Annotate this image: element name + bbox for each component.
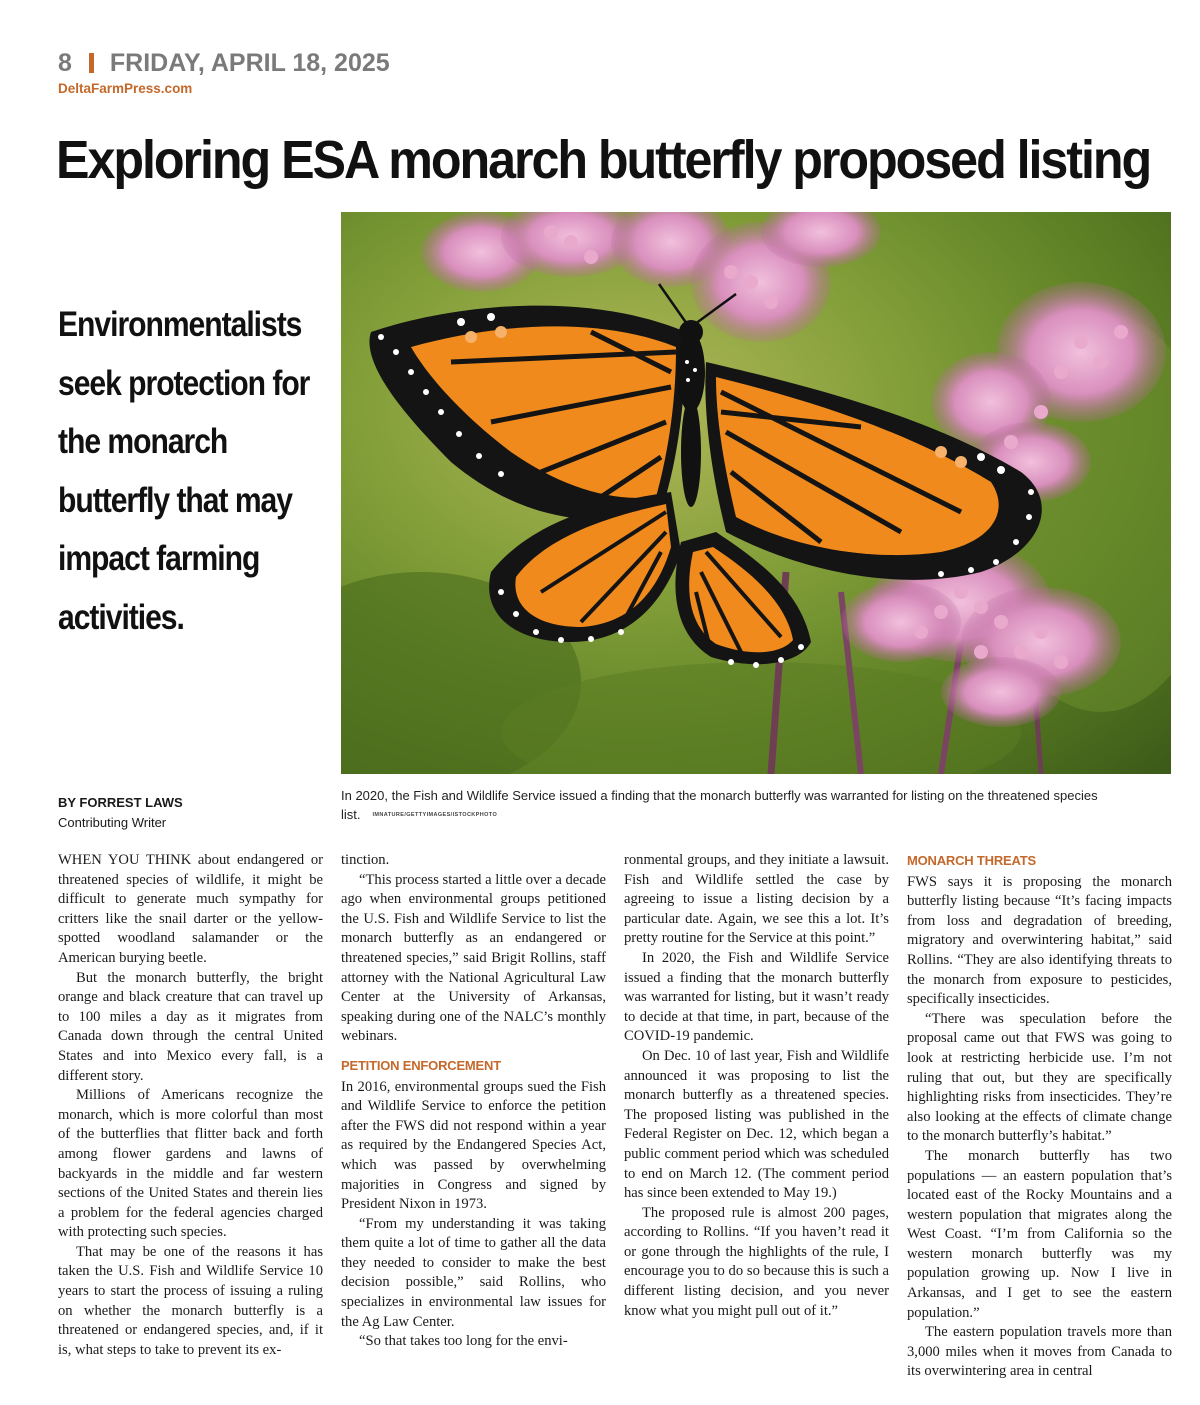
body-paragraph: But the monarch butterfly, the bright orange and black creature that can travel up to 100 miles a day as it migrates from Canada down through the central United States and into Mexico every fall, is a different story.: [58, 969, 323, 1084]
photo-caption: [341, 786, 1141, 825]
paragraph-text: about endangered or threatened species of wildlife, it might be difficult to generate much sympathy for critters like the snail darter or the yellow-spotted woodland salamander or the American burying beetle.: [58, 852, 323, 966]
subhead-monarch-threats: MONARCH THREATS: [907, 853, 1036, 868]
article-column-4: [907, 851, 1172, 1382]
subhead-petition-enforcement: PETITION ENFORCEMENT: [341, 1057, 501, 1073]
lead-in: WHEN YOU THINK: [58, 852, 192, 868]
monarch-butterfly-photo: [341, 212, 1171, 774]
article-column-1: [58, 851, 323, 1360]
body-paragraph: That may be one of the reasons it has taken the U.S. Fish and Wildlife Service 10 years to start the process of issuing a ruling on whether the monarch butterfly is a threatened or endangered species, and, if it is, what steps to take to prevent its ex-: [58, 1243, 323, 1358]
body-paragraph: “This process started a little over a decade ago when environmental groups petitioned the U.S. Fish and Wildlife Service to list the monarch butterfly as an endangered or threatened species,” said Brigit Rollins, staff attorney with the National Agricultural Law Center at the University of Arkansas, speaking during one of the NALC’s monthly webinars.: [341, 871, 606, 1045]
body-paragraph: “From my understanding it was taking them quite a lot of time to gather all the data they needed to consider to make the best decision possible,” said Rollins, who specializes in environmental law issues for the Ag Law Center.: [341, 1215, 606, 1330]
byline: [58, 793, 183, 833]
body-paragraph: The eastern population travels more than 3,000 miles when it moves from Canada to its overwintering area in central: [907, 1324, 1172, 1380]
body-paragraph: ronmental groups, and they initiate a lawsuit. Fish and Wildlife settled the case by agreeing to issue a listing decision by a particular date. Again, we see this a lot. It’s pretty routine for the Service at this point.”: [624, 852, 889, 947]
body-paragraph: FWS says it is proposing the monarch butterfly listing because “It’s facing impacts from loss and degradation of breeding, migratory and overwintering habitat,” said Rollins. “They are also identifying threats to the monarch from exposure to pesticides, specifically insecticides.: [907, 873, 1172, 1008]
folio-divider: [89, 53, 94, 73]
author-role: Contributing Writer: [58, 815, 167, 830]
body-paragraph: tinction.: [341, 852, 390, 868]
body-paragraph: On Dec. 10 of last year, Fish and Wildlife announced it was proposing to list the monarch butterfly as a threatened species. The proposed listing was published in the Federal Register on Dec. 12, which began a public comment period which was scheduled to end on March 12. (The comment period has since been extended to May 19.): [624, 1047, 889, 1202]
issue-date: FRIDAY, APRIL 18, 2025: [109, 48, 390, 77]
caption-text: In 2020, the Fish and Wildlife Service issued a finding that the monarch butterfly was warranted for listing on the threatened species list.: [341, 788, 1098, 822]
body-paragraph: The monarch butterfly has two populations — an eastern population that’s located east of the Rocky Mountains and a western population that migrates along the West Coast. “I’m from California so the western monarch butterfly was my population growing up. Now I live in Arkansas, and I get to see the eastern population.”: [907, 1147, 1172, 1321]
body-paragraph: In 2020, the Fish and Wildlife Service issued a finding that the monarch butterfly was warranted for listing, but it wasn’t ready to decide at that time, in part, because of the COVID-19 pandemic.: [624, 949, 889, 1045]
photo-credit: IMNATURE/GETTYIMAGES/ISTOCKPHOTO: [372, 812, 498, 819]
author-name: BY FORREST LAWS: [58, 795, 183, 810]
site-url[interactable]: DeltaFarmPress.com: [58, 81, 193, 96]
article-column-2: [341, 851, 606, 1352]
article-column-3: [624, 851, 889, 1321]
body-paragraph: “There was speculation before the proposal came out that FWS was going to look at restricting herbicide use. I’m not ruling that out, but they are specifically highlighting risks from insecticides. They’re also looking at the effects of climate change to the monarch butterfly’s habitat.”: [907, 1010, 1172, 1145]
body-paragraph: In 2016, environmental groups sued the Fish and Wildlife Service to enforce the petition after the FWS did not respond within a year as required by the Endangered Species Act, which was passed by overwhelming majorities in Congress and signed by President Nixon in 1973.: [341, 1078, 606, 1213]
body-paragraph: The proposed rule is almost 200 pages, according to Rollins. “If you haven’t read it or gone through the highlights of the rule, I encourage you to do so because this is such a different listing decision, and you never know what you might pull out of it.”: [624, 1204, 889, 1319]
body-paragraph: “So that takes too long for the envi-: [359, 1333, 568, 1350]
body-paragraph: [58, 851, 323, 969]
page-number: 8: [58, 48, 72, 77]
article-deck: Environmentalists seek protection for the monarch butterfly that may impact farming activities.: [58, 305, 310, 637]
body-paragraph: Millions of Americans recognize the monarch, which is more colorful than most of the butterflies that flitter back and forth among flower gardens and lawns of backyards in the middle and far western sections of the United States and therein lies a problem for the federal agencies charged with protecting such species.: [58, 1087, 323, 1241]
page-folio: [58, 46, 390, 80]
article-headline: Exploring ESA monarch butterfly proposed listing: [56, 130, 1151, 190]
